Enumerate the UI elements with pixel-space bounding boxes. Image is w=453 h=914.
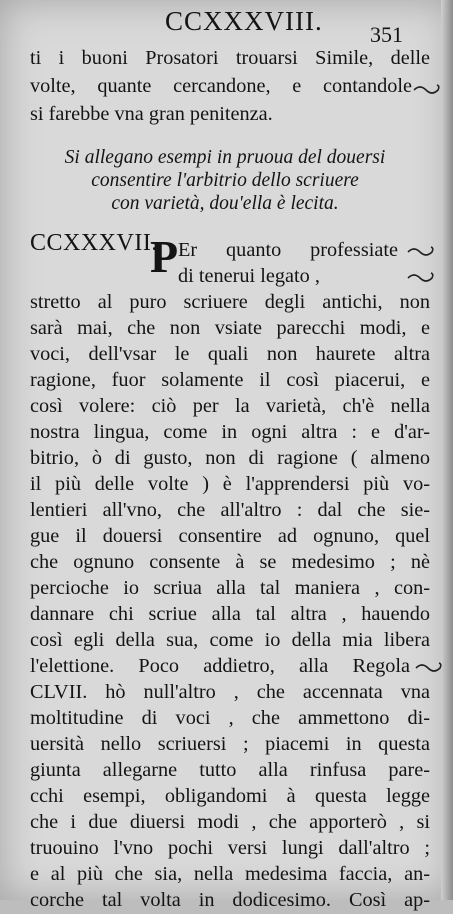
- text-line: e al più che sia, nella medesima faccia, an-: [30, 863, 430, 885]
- line-end-flourish-icon: [406, 244, 436, 258]
- text-line: così egli della sua, come io della mia libera: [30, 629, 430, 651]
- text-line: CLVII. hò null'altro , che accennata vna: [30, 681, 430, 703]
- line-end-flourish-icon: [406, 270, 436, 284]
- text-line: si farebbe vna gran penitenza.: [30, 103, 273, 125]
- text-line: nostra lingua, come in ogni altra : e d'ar-: [30, 421, 430, 443]
- running-title: CCXXXVIII.: [165, 6, 323, 36]
- text-line: uersità nello scriuersi ; piacemi in questa: [30, 733, 430, 755]
- rule-number: CCXXXVII.: [30, 230, 158, 256]
- text-line: volte, quante cercandone, e contandole: [30, 75, 412, 97]
- text-line: che ognuno consente à se medesimo ; nè: [30, 551, 430, 573]
- text-line: sarà mai, che non vsiate parecchi modi, e: [30, 317, 430, 339]
- text-line: giunta allegarne tutto alla rinfusa pare-: [30, 759, 430, 781]
- text-line: ti i buoni Prosatori trouarsi Simile, delle: [30, 47, 430, 69]
- page-gutter-shadow: [441, 0, 453, 900]
- text-line: l'elettione. Poco addietro, alla Regola: [30, 655, 410, 677]
- text-line: ragione, fuor solamente il così piacerui, e: [30, 369, 430, 391]
- text-line: moltitudine di voci , che ammettono di-: [30, 707, 430, 729]
- rule-summary-line: Si allegano esempi in pruoua del douersi: [64, 147, 386, 168]
- text-line: bitrio, ò di gusto, non di ragione ( almeno: [30, 447, 430, 469]
- text-line: truouino l'vno pochi versi lungi dall'altro ;: [30, 837, 430, 859]
- rule-summary-line: consentire l'arbitrio dello scriuere: [91, 170, 359, 191]
- text-line: voci, dell'vsar le quali non haurete altra: [30, 343, 430, 365]
- text-line: cchi esempi, obligandomi à questa legge: [30, 785, 430, 807]
- text-line: così volere: ciò per la varietà, ch'è nella: [30, 395, 430, 417]
- text-line: il più delle volte ) è l'apprendersi più vo-: [30, 473, 430, 495]
- text-line: corche tal volta in dodicesimo. Così ap-: [30, 889, 430, 911]
- text-line: stretto al puro scriuere degli antichi, non: [30, 291, 430, 313]
- page-header: [0, 4, 453, 47]
- drop-cap: P: [150, 231, 179, 282]
- page-number: 351: [370, 22, 403, 47]
- line-end-flourish-icon: [412, 82, 442, 96]
- text-line: di tenerui legato ,: [178, 265, 320, 287]
- text-line: Er quanto professiate: [178, 239, 398, 261]
- text-line: lentieri all'vno, che all'altro : dal che sie-: [30, 499, 430, 521]
- line-end-flourish-icon: [414, 660, 444, 674]
- text-line: che i due diuersi modi , che apporterò , si: [30, 811, 430, 833]
- rule-summary-line: con varietà, dou'ella è lecita.: [111, 193, 339, 214]
- text-line: gue il douersi consentire ad ognuno, quel: [30, 525, 430, 547]
- text-line: dannare chi scriue alla tal altra , hauendo: [30, 603, 430, 625]
- text-line: percioche io scriua alla tal maniera , con-: [30, 577, 430, 599]
